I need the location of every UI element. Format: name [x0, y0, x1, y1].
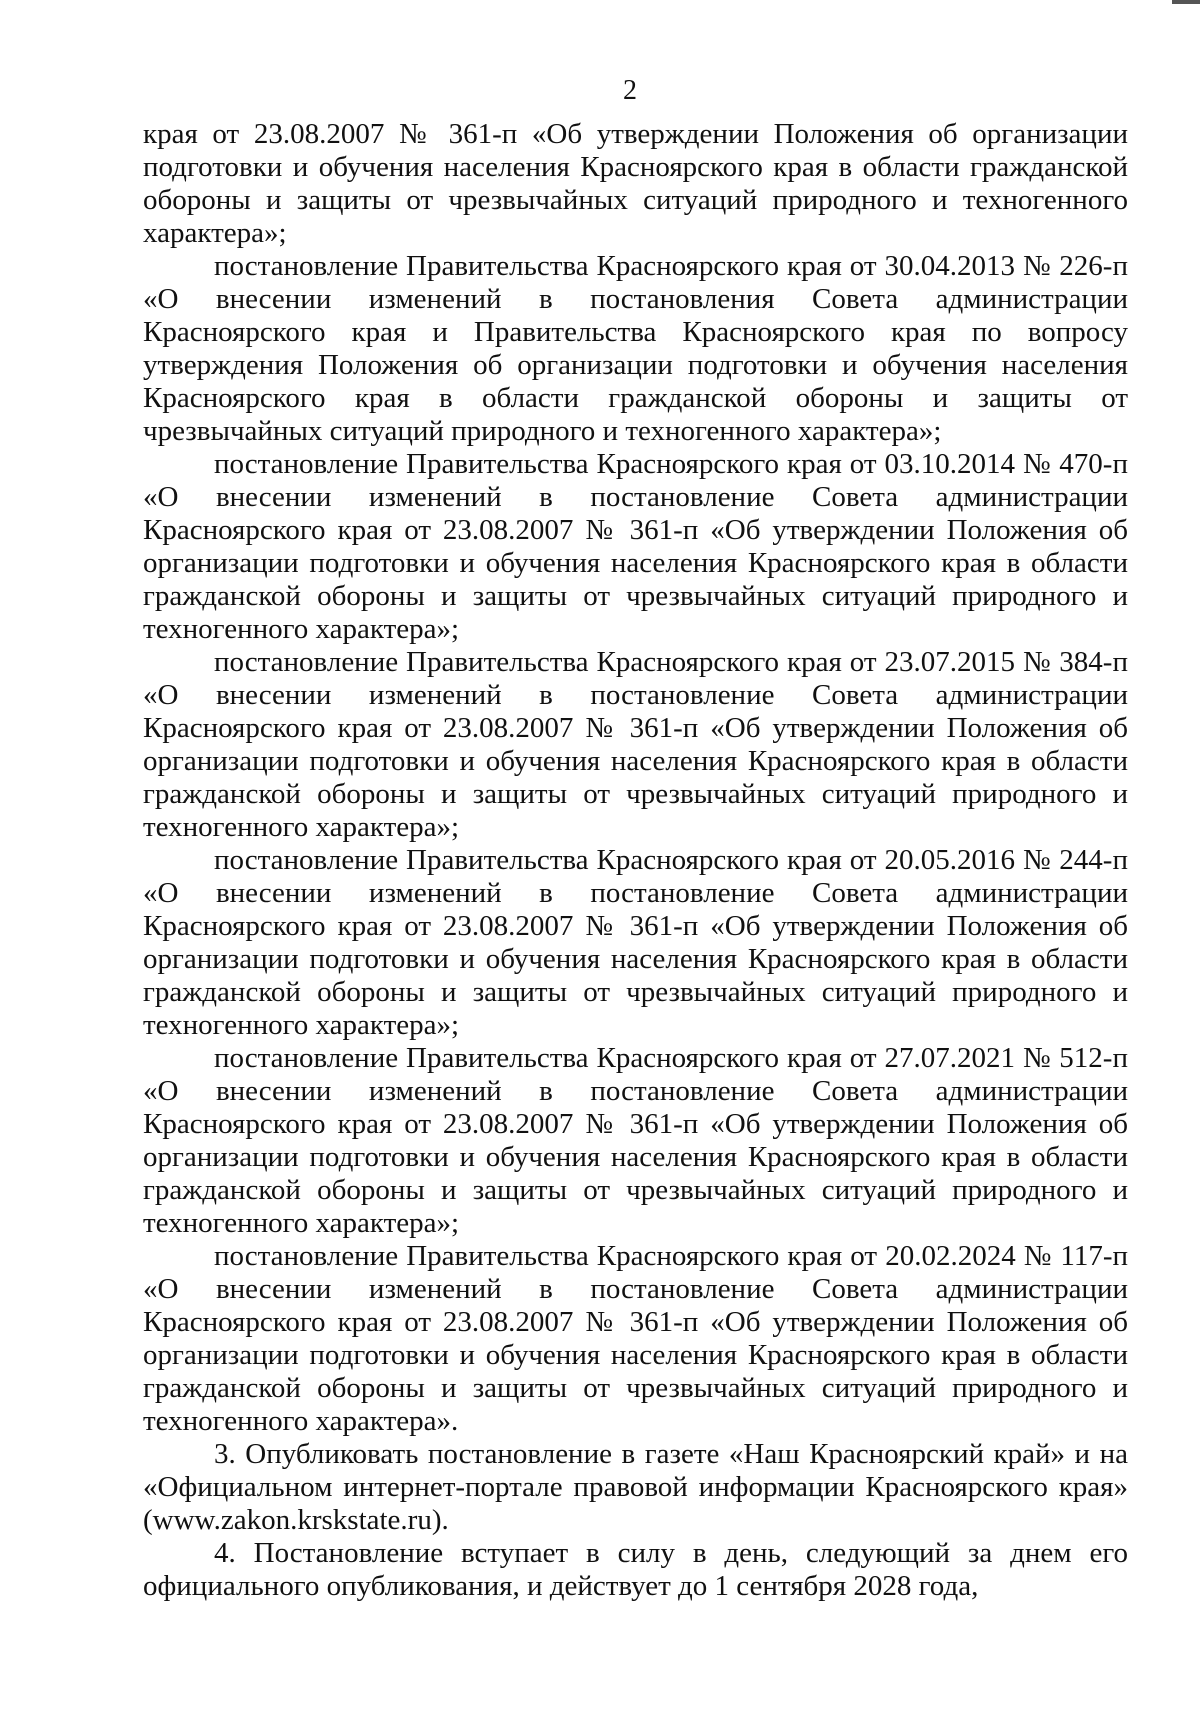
- paragraph-resolution-2016: постановление Правительства Красноярского края от 20.05.2016 № 244-п «О внесении изменений в постановление Совета администрации Красноярского края от 23.08.2007 № 361-п «Об утверждении Положения об организации подготовки и обучения населения Красноярского края в области гражданской обороны и защиты от чрезвычайных ситуаций природного и техногенного характера»;: [143, 844, 1128, 1041]
- paragraph-resolution-2013: постановление Правительства Красноярского края от 30.04.2013 № 226-п «О внесении изменений в постановления Совета администрации Красноярского края и Правительства Красноярского края по вопросу утверждения Положения об организации подготовки и обучения населения Красноярского края в области гражданской обороны и защиты от чрезвычайных ситуаций природного и техногенного характера»;: [143, 250, 1128, 447]
- document-body: [143, 118, 1128, 1603]
- paragraph-resolution-2014: постановление Правительства Красноярского края от 03.10.2014 № 470-п «О внесении изменений в постановление Совета администрации Красноярского края от 23.08.2007 № 361-п «Об утверждении Положения об организации подготовки и обучения населения Красноярского края в области гражданской обороны и защиты от чрезвычайных ситуаций природного и техногенного характера»;: [143, 448, 1128, 645]
- paragraph-resolution-2021: постановление Правительства Красноярского края от 27.07.2021 № 512-п «О внесении изменений в постановление Совета администрации Красноярского края от 23.08.2007 № 361-п «Об утверждении Положения об организации подготовки и обучения населения Красноярского края в области гражданской обороны и защиты от чрезвычайных ситуаций природного и техногенного характера»;: [143, 1042, 1128, 1239]
- paragraph-item-3-publication: 3. Опубликовать постановление в газете «Наш Красноярский край» и на «Официальном интернет-портале правовой информации Красноярского края» (www.zakon.krskstate.ru).: [143, 1438, 1128, 1536]
- paragraph-resolution-2024: постановление Правительства Красноярского края от 20.02.2024 № 117-п «О внесении изменений в постановление Совета администрации Красноярского края от 23.08.2007 № 361-п «Об утверждении Положения об организации подготовки и обучения населения Красноярского края в области гражданской обороны и защиты от чрезвычайных ситуаций природного и техногенного характера».: [143, 1240, 1128, 1437]
- paragraph-resolution-2015: постановление Правительства Красноярского края от 23.07.2015 № 384-п «О внесении изменений в постановление Совета администрации Красноярского края от 23.08.2007 № 361-п «Об утверждении Положения об организации подготовки и обучения населения Красноярского края в области гражданской обороны и защиты от чрезвычайных ситуаций природного и техногенного характера»;: [143, 646, 1128, 843]
- page-number: 2: [623, 75, 637, 106]
- paragraph-item-4-effective-date: 4. Постановление вступает в силу в день, следующий за днем его официального опубликования, и действует до 1 сентября 2028 года,: [143, 1537, 1128, 1602]
- scan-corner-mark: [1172, 0, 1200, 4]
- paragraph-continuation: края от 23.08.2007 № 361-п «Об утверждении Положения об организации подготовки и обучения населения Красноярского края в области гражданской обороны и защиты от чрезвычайных ситуаций природного и техногенного характера»;: [143, 118, 1128, 249]
